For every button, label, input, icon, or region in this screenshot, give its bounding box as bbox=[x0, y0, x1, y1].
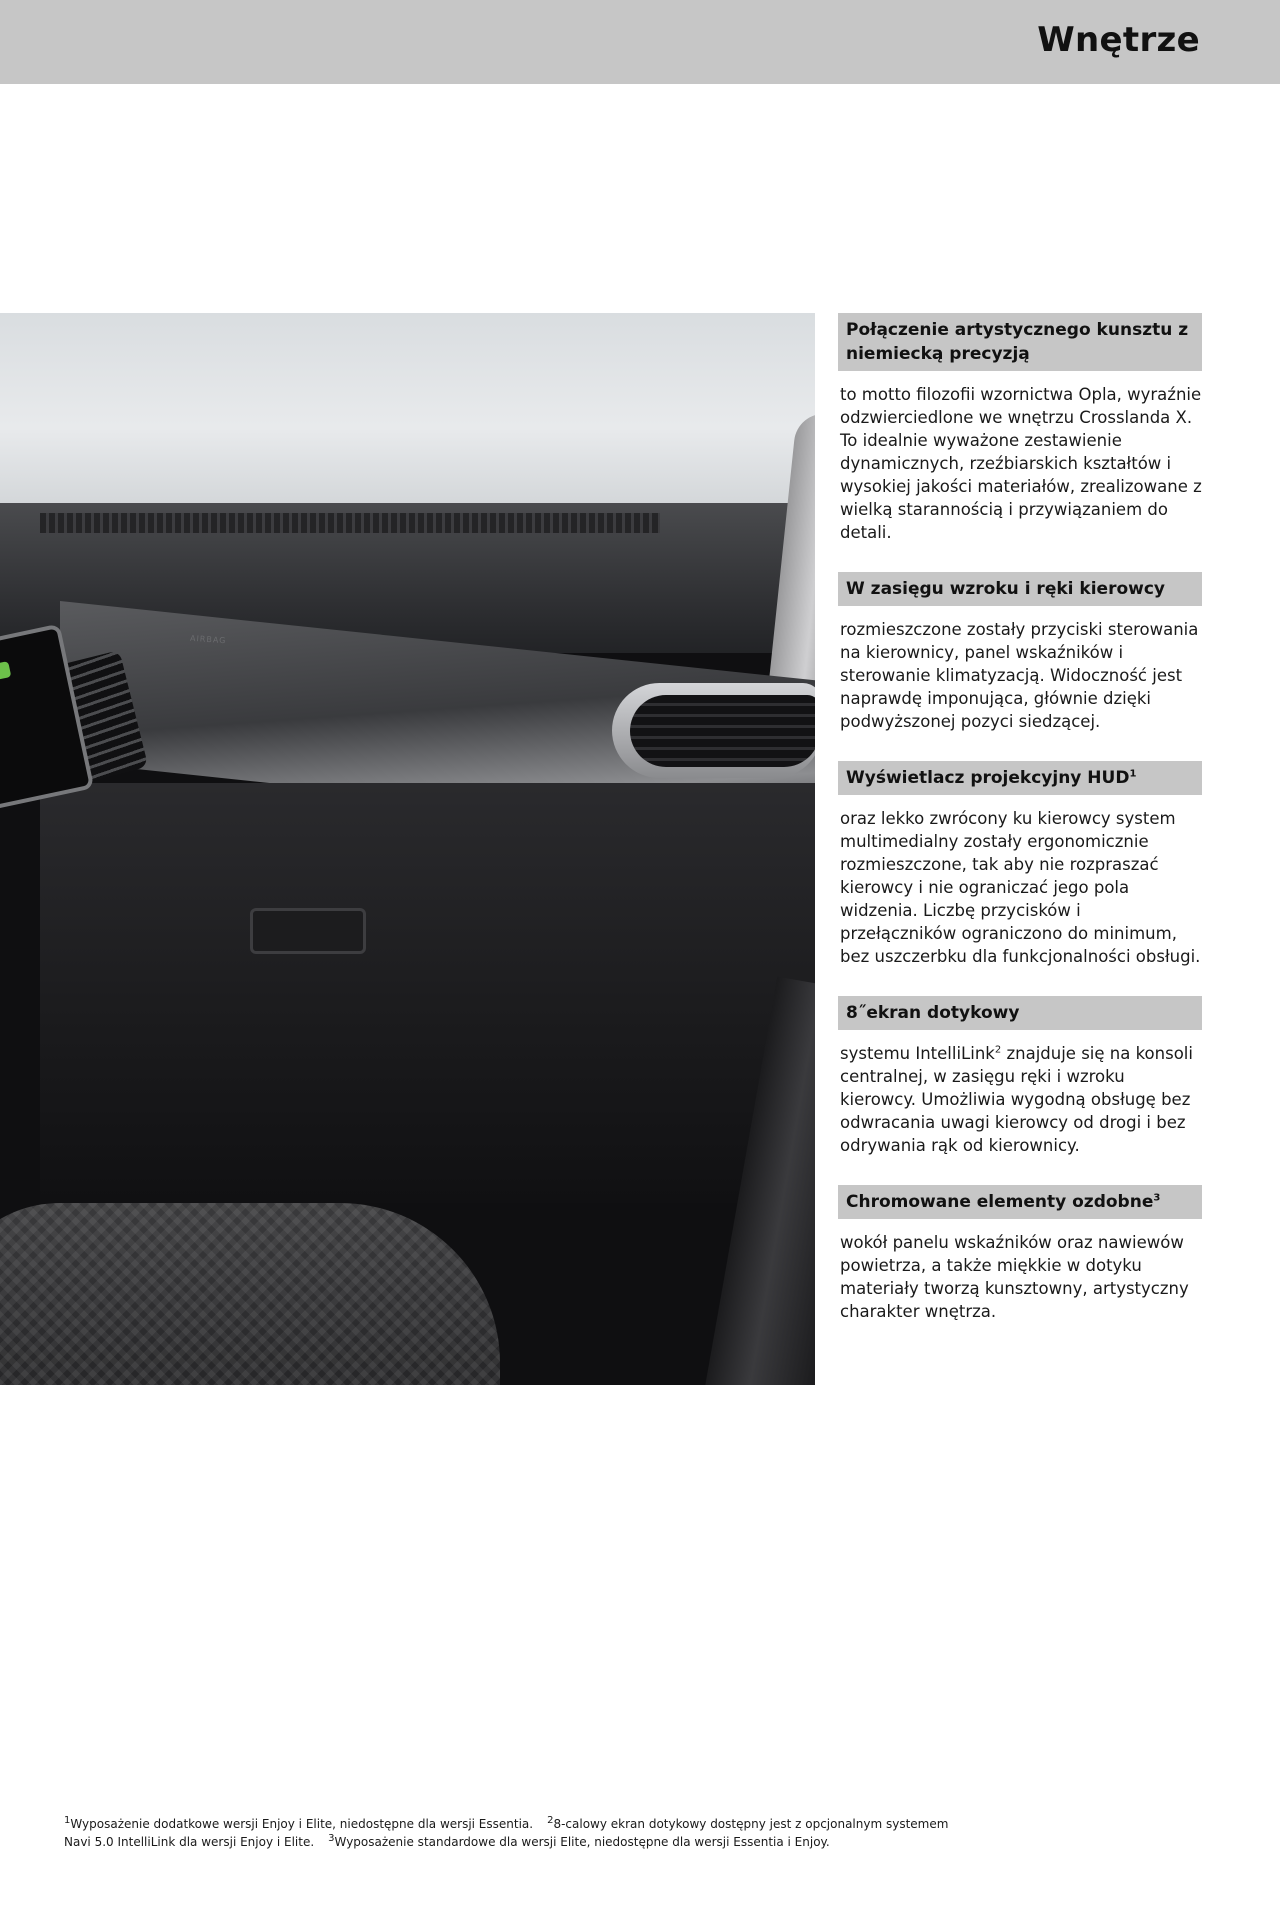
section-body-rest: znajduje się na konsoli centralnej, w zasięgu ręki i wzroku kierowcy. Umożliwia wygodną obsługę bez odwracania uwagi kierowcy od drogi i bez odrywania rąk od kierownicy. bbox=[840, 1044, 1193, 1155]
footnotes bbox=[64, 1815, 964, 1851]
section-body: to motto filozofii wzornictwa Opla, wyraźnie odzwierciedlone we wnętrzu Crosslanda X. To idealnie wyważone zestawienie dynamicznych, rzeźbiarskich kształtów i wysokiej jakości materiałów, zrealizowane z wielką starannością i przywiązaniem do detali. bbox=[840, 385, 1202, 542]
section-heading bbox=[838, 996, 1202, 1030]
side-air-vent bbox=[630, 695, 815, 767]
footnote-3: Wyposażenie standardowe dla wersji Elite, niedostępne dla wersji Essentia i Enjoy. bbox=[334, 1835, 830, 1849]
footnote-1: Wyposażenie dodatkowe wersji Enjoy i Elite, niedostępne dla wersji Essentia. bbox=[70, 1817, 534, 1831]
section-heading bbox=[838, 1185, 1202, 1219]
section-body-lead: systemu IntelliLink bbox=[840, 1044, 995, 1063]
section-heading-text: W zasięgu wzroku i ręki kierowcy bbox=[846, 579, 1165, 599]
screen-app-icon bbox=[0, 661, 11, 680]
footnote-2: 8-calowy ekran dotykowy dostępny jest z opcjonalnym systemem Navi 5.0 IntelliLink dla wersji Enjoy i Elite. bbox=[64, 1817, 949, 1849]
section-touchscreen bbox=[840, 996, 1202, 1157]
page-title: Wnętrze bbox=[1037, 20, 1200, 60]
section-body bbox=[840, 1042, 1202, 1157]
section-heading bbox=[838, 313, 1202, 371]
airbag-label: AIRBAG bbox=[189, 633, 227, 646]
glovebox bbox=[40, 783, 815, 1203]
section-heading-text: Wyświetlacz projekcyjny HUD bbox=[846, 768, 1130, 788]
footnote-marker: 2 bbox=[994, 1044, 1002, 1056]
section-heading bbox=[838, 761, 1202, 795]
section-heading-text: Połączenie artystycznego kunsztu z niemiecką precyzją bbox=[846, 320, 1189, 364]
section-body: oraz lekko zwrócony ku kierowcy system multimedialny zostały ergonomicznie rozmieszczone, tak aby nie rozpraszać kierowcy i nie ograniczać jego pola widzenia. Liczbę przycisków i przełączników ograniczono do minimum, bez uszczerbku dla funkcjonalności obsługi. bbox=[840, 809, 1201, 966]
glovebox-handle bbox=[250, 908, 366, 954]
footnote-marker: 1 bbox=[1129, 768, 1137, 780]
footnote-marker: 2 bbox=[547, 1815, 554, 1826]
footnote-marker: 3 bbox=[328, 1833, 335, 1844]
defroster-grille bbox=[40, 513, 660, 533]
section-design bbox=[840, 313, 1202, 544]
section-chrome bbox=[840, 1185, 1202, 1323]
footnote-marker: 1 bbox=[64, 1815, 71, 1826]
section-heading-text: Chromowane elementy ozdobne bbox=[846, 1192, 1154, 1212]
footnote-marker: 3 bbox=[1153, 1192, 1161, 1204]
section-driver-reach bbox=[840, 572, 1202, 733]
interior-photo bbox=[0, 313, 815, 1385]
content-column bbox=[840, 313, 1202, 1351]
passenger-seat bbox=[0, 1203, 500, 1385]
section-body: rozmieszczone zostały przyciski sterowania na kierownicy, panel wskaźników i sterowanie klimatyzacją. Widoczność jest naprawdę imponująca, głównie dzięki podwyższonej pozyci siedzącej. bbox=[840, 620, 1199, 731]
section-body: wokół panelu wskaźników oraz nawiewów powietrza, a także miękkie w dotyku materiały tworzą kunsztowny, artystyczny charakter wnętrza. bbox=[840, 1233, 1189, 1321]
section-hud bbox=[840, 761, 1202, 968]
section-heading bbox=[838, 572, 1202, 606]
header-bar bbox=[0, 0, 1280, 84]
section-heading-text: 8˝ekran dotykowy bbox=[846, 1003, 1020, 1023]
footnote-line bbox=[64, 1815, 964, 1851]
